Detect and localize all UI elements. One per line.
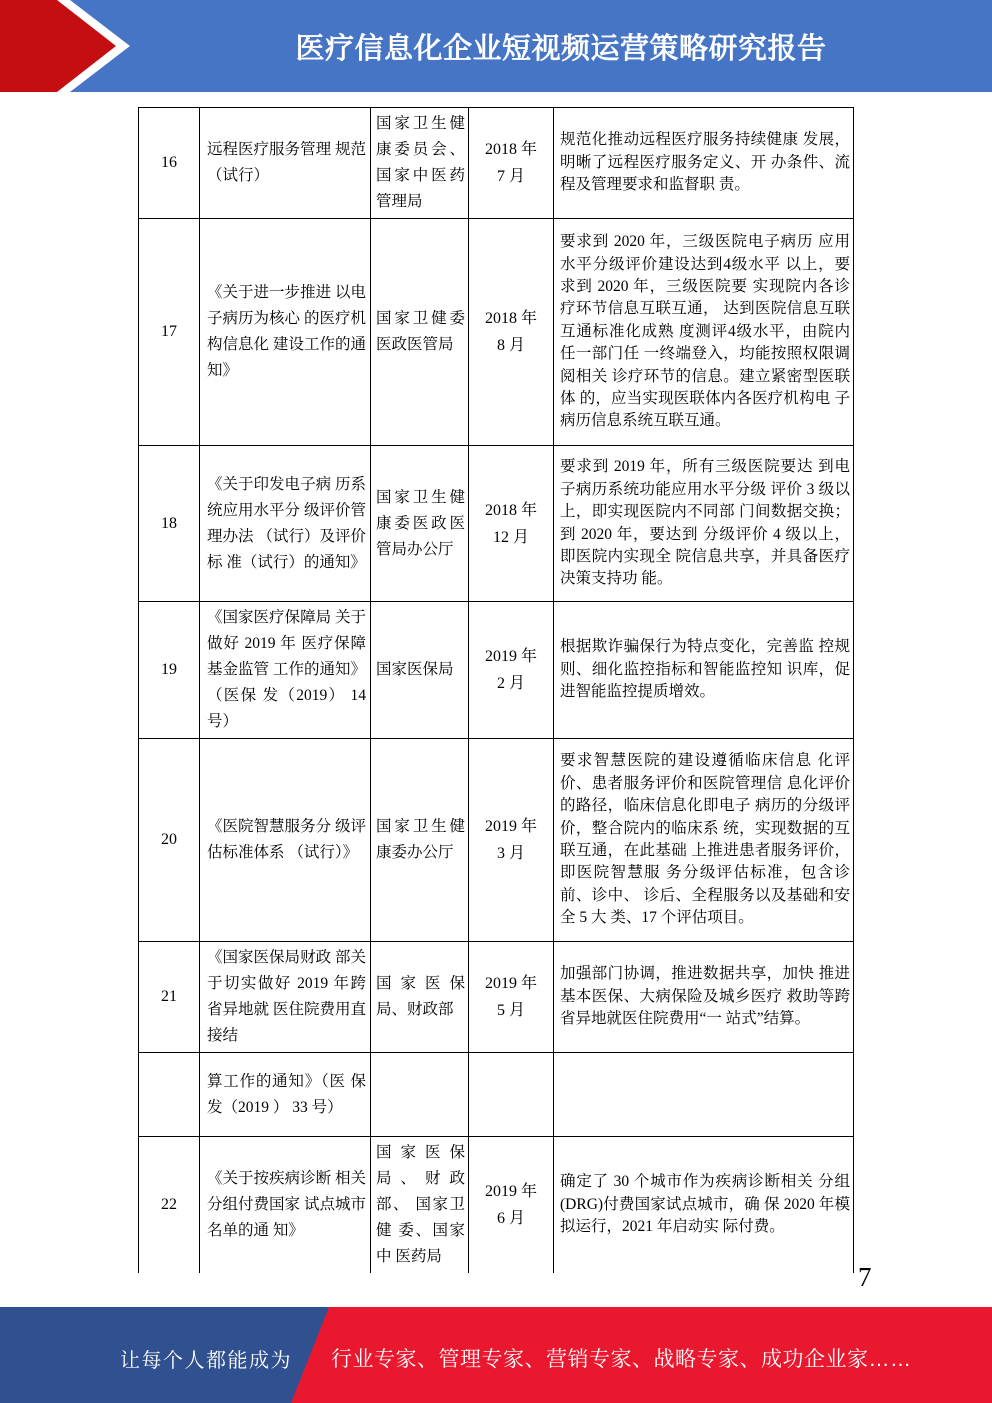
row-number-cell — [139, 1053, 200, 1137]
date-cell — [469, 942, 554, 1053]
agency-cell: 国家医保 局、财政部、 国家卫健 委、国家中 医药局 — [371, 1137, 469, 1274]
row-number-cell: 21 — [139, 942, 200, 1053]
footer-slogan-right: 行业专家、管理专家、营销专家、战略专家、成功企业家…… — [331, 1348, 912, 1371]
table-row — [139, 446, 854, 602]
page-header — [0, 0, 992, 92]
description-cell: 规范化推动远程医疗服务持续健康 发展，明晰了远程医疗服务定义、开 办条件、流程及管理要求和监督职 责。 — [554, 108, 854, 219]
date-line: 2019 年 — [484, 1183, 537, 1200]
description-cell: 加强部门协调，推进数据共享，加快 推进基本医保、大病保险及城乡医疗 救助等跨省异地就医住院费用“一 站式”结算。 — [554, 942, 854, 1053]
date-line: 8 月 — [496, 337, 525, 354]
row-number-cell: 22 — [139, 1137, 200, 1274]
date-line: 12 月 — [492, 528, 529, 546]
table-row — [139, 602, 854, 739]
page-title: 医疗信息化企业短视频运营策略研究报告 — [295, 32, 827, 65]
row-number-cell: 18 — [139, 446, 200, 602]
date-line: 2 月 — [496, 675, 525, 692]
date-cell — [469, 1137, 554, 1274]
policy-name-cell: 《国家医保局财政 部关于切实做好 2019 年跨省异地就 医住院费用直接结 — [200, 942, 371, 1053]
policy-name-cell: 《关于进一步推进 以电子病历为核心 的医疗机构信息化 建设工作的通知》 — [200, 219, 371, 446]
policy-name-cell: 远程医疗服务管理 规范（试行） — [200, 108, 371, 219]
policy-table-body — [139, 108, 854, 1274]
date-line: 2018 年 — [484, 501, 537, 519]
row-number-cell: 19 — [139, 602, 200, 739]
row-number-cell: 20 — [139, 739, 200, 942]
table-row — [139, 219, 854, 446]
date-cell — [469, 739, 554, 942]
table-row — [139, 1053, 854, 1137]
description-cell: 要求到 2020 年，三级医院电子病历 应用水平分级评价建设达到4级水平 以上，要求到 2020 年，三级医院要 实现院内各诊疗环节信息互联互通， 达到医院信息互联互通标准化成熟 度测评4级水平，由院内任一部门任 一终端登入，均能按照权限调阅相关 诊疗环节的信息。建立紧密型医联体 的，应当实现医联体内各医疗机构电 子病历信息系统互联互通。 — [554, 219, 854, 446]
agency-cell: 国家医保 局、财政部 — [371, 942, 469, 1053]
policy-name-cell: 《医院智慧服务分 级评估标准体系 （试行）》 — [200, 739, 371, 942]
agency-cell: 国家医保局 — [371, 602, 469, 739]
date-line: 5 月 — [496, 1002, 525, 1019]
agency-cell: 国家卫生健康委医政医管局办公厅 — [371, 446, 469, 602]
policy-name-cell: 算工作的通知》（医 保发（2019 ） 33 号） — [200, 1053, 371, 1137]
date-line: 6 月 — [496, 1210, 525, 1227]
table-row — [139, 739, 854, 942]
description-cell: 确定了 30 个城市作为疾病诊断相关 分组(DRG)付费国家试点城市，确 保 2020 年模拟运行，2021 年启动实 际付费。 — [554, 1137, 854, 1274]
date-cell — [469, 219, 554, 446]
row-number-cell: 17 — [139, 219, 200, 446]
description-cell: 根据欺诈骗保行为特点变化，完善监 控规则、细化监控指标和智能监控知 识库，促进智能监控提质增效。 — [554, 602, 854, 739]
agency-cell: 国家卫生健康委办公厅 — [371, 739, 469, 942]
policy-table — [138, 107, 854, 1273]
date-line: 2018 年 — [484, 141, 537, 158]
description-cell: 要求智慧医院的建设遵循临床信息 化评价、患者服务评价和医院管理信 息化评价的路径，临床信息化即电子 病历的分级评价，整合院内的临床系 统，实现数据的互联互通，在此基础 上推进患者服务评价，即医院智慧服 务分级评估标准，包含诊前、诊中、 诊后、全程服务以及基础和安全 5 大 类、17 个评估项目。 — [554, 739, 854, 942]
description-cell: 要求到 2019 年，所有三级医院要达 到电子病历系统功能应用水平分级 评价 3 级以上，即实现医院内不同部 门间数据交换；到 2020 年，要达到 分级评价 4 级以上，即医院内实现全 院信息共享，并具备医疗决策支持功 能。 — [554, 446, 854, 602]
agency-cell: 国家卫健委医政医管局 — [371, 219, 469, 446]
table-row — [139, 1137, 854, 1274]
date-line: 2018 年 — [484, 310, 537, 327]
policy-name-cell: 《关于印发电子病 历系统应用水平分 级评价管理办法 （试行）及评价标 准（试行）的通知》 — [200, 446, 371, 602]
table-row — [139, 942, 854, 1053]
policy-name-cell: 《关于按疾病诊断 相关分组付费国家 试点城市名单的通 知》 — [200, 1137, 371, 1274]
date-cell — [469, 602, 554, 739]
date-line: 7 月 — [496, 168, 525, 185]
page-number: 7 — [858, 1262, 872, 1292]
description-cell — [554, 1053, 854, 1137]
date-line: 2019 年 — [484, 648, 537, 665]
date-line: 2019 年 — [484, 975, 537, 992]
footer-slogan-left: 让每个人都能成为 — [120, 1350, 292, 1372]
page-footer — [0, 1307, 992, 1403]
agency-cell — [371, 1053, 469, 1137]
row-number-cell: 16 — [139, 108, 200, 219]
date-line: 3 月 — [496, 845, 525, 862]
date-cell — [469, 1053, 554, 1137]
table-row — [139, 108, 854, 219]
date-cell — [469, 108, 554, 219]
date-cell — [469, 446, 554, 602]
date-line: 2019 年 — [484, 818, 537, 835]
policy-name-cell: 《国家医疗保障局 关于做好 2019 年 医疗保障基金监管 工作的通知》（医保 发（2019） 14 号） — [200, 602, 371, 739]
agency-cell: 国家卫生健康委员会、国家中医药管理局 — [371, 108, 469, 219]
